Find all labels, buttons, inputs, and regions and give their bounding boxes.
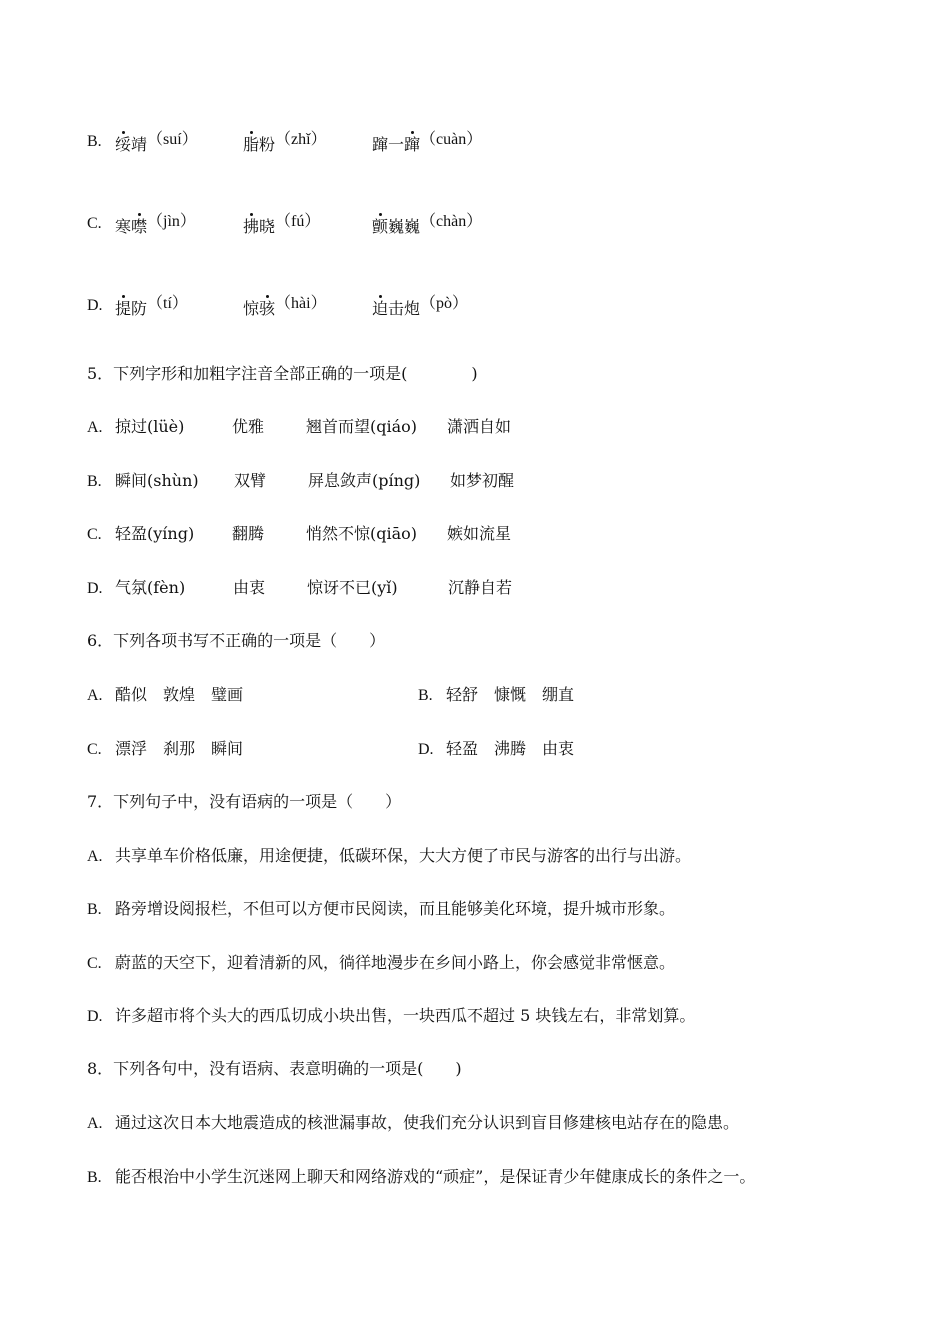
q5-item: 惊讶不已(yǐ) — [307, 578, 398, 597]
dotted-char: 迫 — [372, 299, 389, 318]
item-rest: 防 — [131, 299, 148, 318]
option-letter: A. — [87, 848, 103, 865]
q5-item: 翘首而望(qiáo) — [306, 417, 418, 436]
dotted-char: 脂 — [243, 135, 260, 154]
q5-option-d — [87, 577, 513, 600]
q5-item: 翻腾 — [232, 524, 265, 543]
q5-item: 沉静自若 — [448, 578, 513, 597]
option-letter: D. — [87, 580, 103, 597]
item-rest: 晓 — [259, 217, 276, 236]
q5-item: 如梦初醒 — [450, 471, 515, 490]
option-text: 通过这次日本大地震造成的核泄漏事故，使我们充分认识到盲目修建核电站存在的隐患。 — [115, 1113, 740, 1132]
q8-option-b — [87, 1166, 755, 1189]
q7-option-b — [87, 898, 675, 921]
dotted-char: 颤 — [372, 217, 389, 236]
dotted-char: 拂 — [243, 217, 260, 236]
q4-option-b — [87, 130, 483, 154]
q5-item: 由衷 — [233, 578, 266, 597]
option-letter: C. — [87, 741, 102, 758]
dotted-char: 骇 — [259, 299, 276, 318]
q4-option-c — [87, 212, 483, 236]
q5-item: 嫉如流星 — [447, 524, 512, 543]
q8-stem: 8．下列各句中，没有语病、表意明确的一项是( ) — [87, 1059, 462, 1078]
q4-d-item-2 — [243, 295, 327, 321]
option-letter: A. — [87, 687, 103, 704]
pinyin: （suí） — [147, 131, 198, 148]
pinyin: （zhǐ） — [275, 131, 327, 148]
option-text: 蔚蓝的天空下，迎着清新的风，徜徉地漫步在乡间小路上，你会感觉非常惬意。 — [115, 953, 676, 972]
q5-item: 瞬间(shùn) — [115, 471, 199, 490]
q5-option-b — [87, 470, 515, 493]
option-letter: A. — [87, 1115, 103, 1132]
item-pre: 蹿一 — [372, 135, 405, 154]
q4-b-item-3 — [372, 131, 483, 157]
dotted-char: 蹿 — [404, 135, 421, 154]
q5-item: 气氛(fèn) — [115, 578, 186, 597]
dotted-char: 提 — [115, 299, 132, 318]
option-letter: B. — [418, 687, 433, 704]
pinyin: （chàn） — [420, 213, 483, 230]
q5-option-a — [87, 416, 512, 439]
option-text: 共享单车价格低廉，用途便捷，低碳环保，大大方便了市民与游客的出行与出游。 — [115, 846, 692, 865]
q5-item: 悄然不惊(qiāo) — [306, 524, 418, 543]
pinyin: （tí） — [147, 295, 188, 312]
q7-option-d — [87, 1005, 695, 1028]
item-pre: 惊 — [243, 299, 260, 318]
option-text: 漂浮 刹那 瞬间 — [115, 739, 244, 758]
option-letter: B. — [87, 901, 102, 918]
q5-stem: 5．下列字形和加粗字注音全部正确的一项是( ) — [87, 364, 478, 383]
option-letter: B. — [87, 133, 102, 150]
item-rest: 靖 — [131, 135, 148, 154]
q5-item: 屏息敛声(píng) — [308, 471, 421, 490]
q4-d-item-1 — [115, 295, 188, 321]
option-letter: D. — [87, 1008, 103, 1025]
item-rest: 粉 — [259, 135, 276, 154]
q6-option-c — [87, 738, 243, 761]
option-letter: C. — [87, 955, 102, 972]
option-letter: D. — [87, 297, 103, 314]
dotted-char: 绥 — [115, 135, 132, 154]
q5-item: 潇洒自如 — [447, 417, 512, 436]
q6-option-d — [418, 738, 574, 761]
option-text: 轻盈 沸腾 由衷 — [446, 739, 575, 758]
q5-item: 轻盈(yíng) — [115, 524, 195, 543]
pinyin: （fú） — [275, 213, 321, 230]
q4-c-item-3 — [372, 213, 483, 239]
option-letter: B. — [87, 473, 102, 490]
q5-item: 掠过(lüè) — [115, 417, 185, 436]
q5-option-c — [87, 523, 512, 546]
option-text: 能否根治中小学生沉迷网上聊天和网络游戏的“顽症”，是保证青少年健康成长的条件之一。 — [115, 1167, 756, 1186]
option-letter: A. — [87, 419, 103, 436]
q7-option-a — [87, 845, 691, 868]
q7-option-c — [87, 952, 675, 975]
option-text: 路旁增设阅报栏，不但可以方便市民阅读，而且能够美化环境，提升城市形象。 — [115, 899, 676, 918]
dotted-char: 噤 — [131, 217, 148, 236]
option-text: 轻舒 慷慨 绷直 — [446, 685, 575, 704]
item-rest: 巍巍 — [388, 217, 421, 236]
q4-d-item-3 — [372, 295, 469, 321]
q4-b-item-2 — [243, 131, 327, 157]
option-text: 许多超市将个头大的西瓜切成小块出售，一块西瓜不超过 5 块钱左右，非常划算。 — [115, 1006, 696, 1025]
option-letter: B. — [87, 1169, 102, 1186]
option-letter: D. — [418, 741, 434, 758]
item-rest: 击炮 — [388, 299, 421, 318]
q7-stem: 7．下列句子中，没有语病的一项是（ ） — [87, 792, 402, 811]
q6-option-b — [418, 684, 574, 707]
q4-c-item-2 — [243, 213, 321, 239]
item-pre: 寒 — [115, 217, 132, 236]
option-text: 酷似 敦煌 璧画 — [115, 685, 244, 704]
pinyin: （jìn） — [147, 213, 196, 230]
option-letter: C. — [87, 526, 102, 543]
pinyin: （cuàn） — [420, 131, 483, 148]
q6-option-a — [87, 684, 243, 707]
q8-option-a — [87, 1112, 739, 1135]
q5-item: 双臂 — [234, 471, 267, 490]
q4-c-item-1 — [115, 213, 196, 239]
pinyin: （hài） — [275, 295, 327, 312]
q5-item: 优雅 — [232, 417, 265, 436]
q6-stem: 6．下列各项书写不正确的一项是（ ） — [87, 631, 386, 650]
option-letter: C. — [87, 215, 102, 232]
pinyin: （pò） — [420, 295, 469, 312]
q4-option-d — [87, 294, 469, 318]
q4-b-item-1 — [115, 131, 198, 157]
